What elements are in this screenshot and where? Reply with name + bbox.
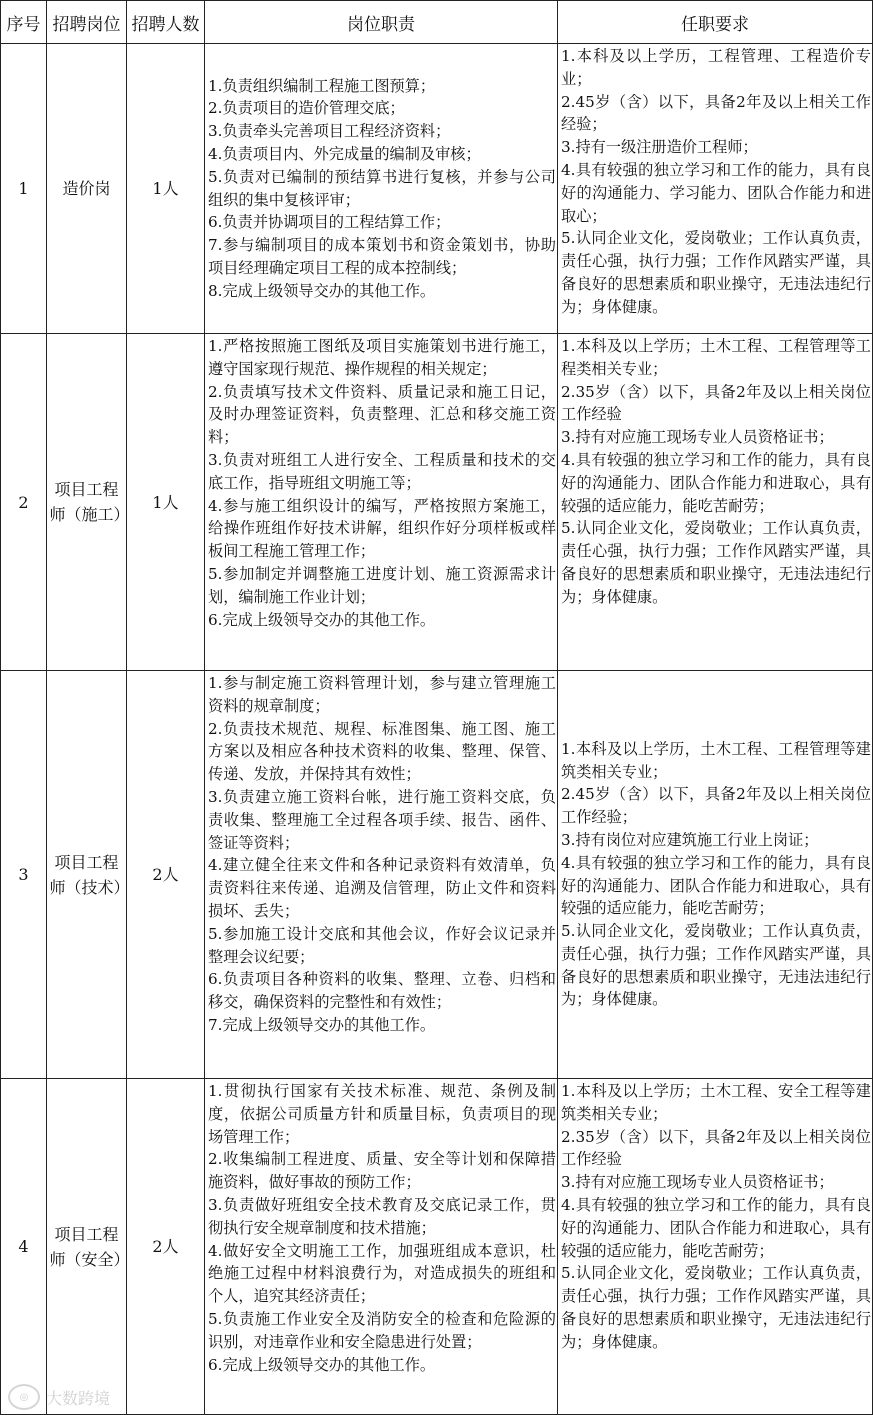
watermark-text: 大数跨境 [46, 1388, 111, 1408]
hiring-count: 1人 [127, 334, 205, 671]
header-row [1, 1, 873, 44]
duty-item: 7.参与编制项目的成本策划书和资金策划书，协助项目经理确定项目工程的成本控制线； [208, 236, 556, 277]
watermark [8, 1384, 110, 1410]
duty-item: 5.参加制定并调整施工进度计划、施工资源需求计划，编制施工作业计划； [208, 564, 556, 606]
header-no: 序号 [1, 1, 47, 44]
header-requirements: 任职要求 [558, 1, 873, 44]
requirement-item: 5.认同企业文化，爱岗敬业；工作认真负责，责任心强，执行力强；工作作风踏实严谨，具备良好的思想素质和职业操守，无违法违纪行为；身体健康。 [561, 922, 871, 1009]
requirement-item: 5.认同企业文化，爱岗敬业；工作认真负责，责任心强，执行力强；工作作风踏实严谨，具备良好的思想素质和职业操守，无违法违纪行为；身体健康。 [561, 519, 871, 606]
requirement-item: 1.本科及以上学历，土木工程、工程管理等建筑类相关专业； [561, 739, 871, 781]
requirement-item: 3.持有一级注册造价工程师； [561, 138, 758, 157]
brand-logo-icon: ◎ [8, 1384, 40, 1410]
row-number: 4 [1, 1079, 47, 1415]
duty-item: 1.贯彻执行国家有关技术标准、规范、条例及制度，依据公司质量方针和质量目标，负责项目的现场管理工作； [208, 1082, 556, 1146]
duty-item: 5.参加施工设计交底和其他会议，作好会议记录并整理会议纪要； [208, 924, 556, 966]
requirement-item: 4.具有较强的独立学习和工作的能力，具有良好的沟通能力、团队合作能力和进取心，具有较强的适应能力，能吃苦耐劳； [561, 1195, 871, 1260]
position-name: 造价岗 [47, 44, 127, 334]
duties-list [205, 671, 558, 1079]
requirement-item: 1.本科及以上学历；土木工程、安全工程等建筑类相关专业； [561, 1082, 871, 1123]
duty-item: 4.做好安全文明施工工作，加强班组成本意识，杜绝施工过程中材料浪费行为，对造成损失的班组和个人，追究其经济责任； [208, 1241, 556, 1306]
duty-item: 6.完成上级领导交办的其他工作。 [208, 1355, 436, 1374]
header-position: 招聘岗位 [47, 1, 127, 44]
row-number: 3 [1, 671, 47, 1079]
table-row [1, 334, 873, 671]
duty-item: 8.完成上级领导交办的其他工作。 [208, 281, 436, 300]
header-duties: 岗位职责 [205, 1, 558, 44]
header-count: 招聘人数 [127, 1, 205, 44]
duties-list [205, 44, 558, 334]
requirements-list [558, 44, 873, 334]
duty-item: 2.负责技术规范、规程、标准图集、施工图、施工方案以及相应各种技术资料的收集、整理、保管、传递、发放，并保持其有效性； [208, 719, 556, 784]
requirement-item: 3.持有对应施工现场专业人员资格证书； [561, 428, 834, 447]
duty-item: 7.完成上级领导交办的其他工作。 [208, 1015, 436, 1034]
requirement-item: 5.认同企业文化，爱岗敬业；工作认真负责，责任心强，执行力强；工作作风踏实严谨，具备良好的思想素质和职业操守，无违法违纪行为；身体健康。 [561, 1264, 871, 1351]
duty-item: 4.参与施工组织设计的编写，严格按照方案施工，给操作班组作好技术讲解，组织作好分项样板或样板间工程施工管理工作； [208, 496, 556, 561]
duty-item: 4.负责项目内、外完成量的编制及审核； [208, 144, 481, 163]
duty-item: 6.完成上级领导交办的其他工作。 [208, 610, 436, 629]
duty-item: 1.严格按照施工图纸及项目实施策划书进行施工，遵守国家现行规范、操作规程的相关规定； [208, 337, 556, 378]
row-number: 2 [1, 334, 47, 671]
duty-item: 6.负责并协调项目的工程结算工作； [208, 213, 451, 232]
duties-list [205, 334, 558, 671]
duty-item: 3.负责建立施工资料台帐，进行施工资料交底，负责收集、整理施工全过程各项手续、报告、函件、签证等资料； [208, 787, 556, 852]
table-row [1, 1079, 873, 1415]
duty-item: 6.负责项目各种资料的收集、整理、立卷、归档和移交，确保资料的完整性和有效性； [208, 970, 556, 1012]
requirements-list [558, 334, 873, 671]
hiring-count: 2人 [127, 671, 205, 1079]
position-name: 项目工程师（技术） [47, 671, 127, 1079]
duty-item: 3.负责牵头完善项目工程经济资料； [208, 122, 451, 141]
duty-item: 5.负责对已编制的预结算书进行复核，并参与公司组织的集中复核评审； [208, 167, 556, 209]
duty-item: 3.负责对班组工人进行安全、工程质量和技术的交底工作，指导班组文明施工等； [208, 450, 556, 492]
duties-list [205, 1079, 558, 1415]
requirement-item: 4.具有较强的独立学习和工作的能力，具有良好的沟通能力、学习能力、团队合作能力和进取心； [561, 160, 871, 225]
requirement-item: 4.具有较强的独立学习和工作的能力，具有良好的沟通能力、团队合作能力和进取心，具有较强的适应能力，能吃苦耐劳； [561, 450, 871, 515]
duty-item: 1.参与制定施工资料管理计划，参与建立管理施工资料的规章制度； [208, 674, 556, 715]
requirement-item: 2.45岁（含）以下，具备2年及以上相关岗位工作经验； [561, 785, 871, 827]
table-row [1, 44, 873, 334]
duty-item: 5.负责施工作业安全及消防安全的检查和危险源的识别，对违章作业和安全隐患进行处置； [208, 1309, 556, 1351]
duty-item: 1.负责组织编制工程施工图预算； [208, 76, 436, 95]
requirements-list [558, 671, 873, 1079]
requirement-item: 1.本科及以上学历，工程管理、工程造价专业； [561, 47, 871, 88]
requirement-item: 2.35岁（含）以下，具备2年及以上相关岗位工作经验 [561, 382, 871, 424]
requirement-item: 5.认同企业文化，爱岗敬业；工作认真负责，责任心强，执行力强；工作作风踏实严谨，具备良好的思想素质和职业操守，无违法违纪行为；身体健康。 [561, 229, 871, 316]
duty-item: 2.负责填写技术文件资料、质量记录和施工日记，及时办理签证资料，负责整理、汇总和移交施工资料； [208, 382, 556, 447]
requirement-item: 1.本科及以上学历；土木工程、工程管理等工程类相关专业； [561, 337, 871, 378]
requirement-item: 2.35岁（含）以下，具备2年及以上相关岗位工作经验 [561, 1127, 871, 1169]
requirement-item: 4.具有较强的独立学习和工作的能力，具有良好的沟通能力、团队合作能力和进取心，具有较强的适应能力，能吃苦耐劳； [561, 853, 871, 918]
duty-item: 2.负责项目的造价管理交底； [208, 99, 405, 118]
duty-item: 2.收集编制工程进度、质量、安全等计划和保障措施资料，做好事故的预防工作； [208, 1150, 556, 1192]
position-name: 项目工程师（安全） [47, 1079, 127, 1415]
row-number: 1 [1, 44, 47, 334]
hiring-count: 1人 [127, 44, 205, 334]
position-name: 项目工程师（施工） [47, 334, 127, 671]
hiring-count: 2人 [127, 1079, 205, 1415]
requirement-item: 3.持有对应施工现场专业人员资格证书； [561, 1173, 834, 1192]
requirements-list [558, 1079, 873, 1415]
requirement-item: 2.45岁（含）以下，具备2年及以上相关工作经验； [561, 92, 871, 134]
requirement-item: 3.持有岗位对应建筑施工行业上岗证； [561, 830, 819, 849]
table-row [1, 671, 873, 1079]
duty-item: 4.建立健全往来文件和各种记录资料有效清单，负责资料往来传递、追溯及信管理，防止文件和资料损坏、丢失； [208, 856, 556, 920]
duty-item: 3.负责做好班组安全技术教育及交底记录工作，贯彻执行安全规章制度和技术措施； [208, 1195, 556, 1237]
